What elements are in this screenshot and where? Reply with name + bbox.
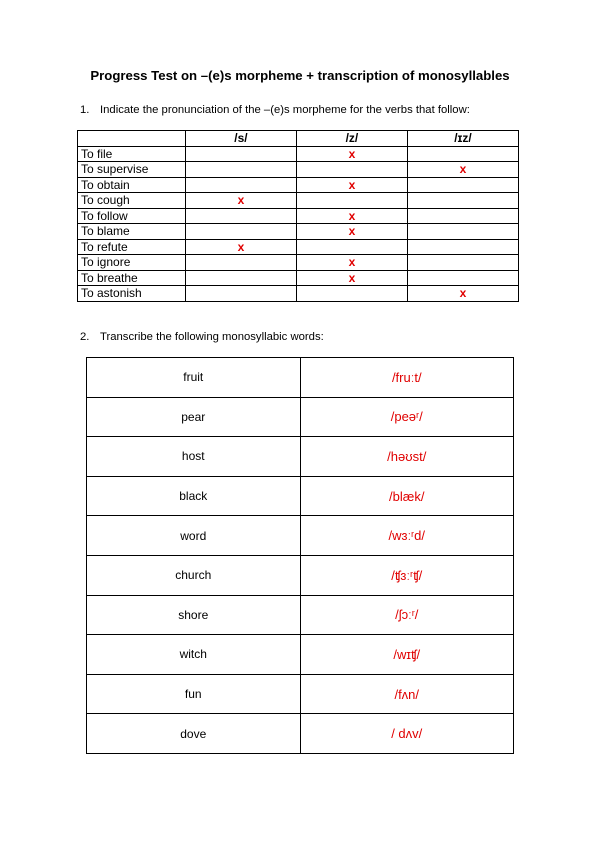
mark-iz: x	[407, 286, 518, 302]
mark-s: x	[185, 239, 296, 255]
transcription-cell: /ʃɔːʳ/	[300, 595, 514, 635]
question-2-number: 2.	[80, 331, 90, 343]
table-row	[78, 146, 519, 162]
word-cell: fruit	[87, 358, 301, 398]
mark-iz	[407, 255, 518, 271]
morpheme-table-header	[78, 131, 519, 147]
table-row	[78, 239, 519, 255]
word-cell: fun	[87, 674, 301, 714]
transcription-cell: /wɜːʳd/	[300, 516, 514, 556]
transcription-cell: /wɪʧ/	[300, 635, 514, 675]
table-row	[78, 177, 519, 193]
verb-cell: To astonish	[78, 286, 186, 302]
table-row	[78, 162, 519, 178]
mark-s	[185, 224, 296, 240]
question-2	[80, 331, 324, 343]
word-cell: black	[87, 476, 301, 516]
word-cell: witch	[87, 635, 301, 675]
mark-iz	[407, 208, 518, 224]
mark-s	[185, 286, 296, 302]
header-blank	[78, 131, 186, 147]
transcription-cell: /ʧɜːʳʧ/	[300, 555, 514, 595]
question-2-text: Transcribe the following monosyllabic words:	[100, 331, 324, 343]
mark-z: x	[296, 270, 407, 286]
transcription-table	[86, 357, 514, 754]
header-s: /s/	[185, 131, 296, 147]
document-title: Progress Test on –(e)s morpheme + transcription of monosyllables	[90, 68, 510, 83]
table-row	[87, 674, 514, 714]
mark-iz	[407, 177, 518, 193]
table-row	[87, 714, 514, 754]
table-row	[87, 397, 514, 437]
mark-z: x	[296, 208, 407, 224]
verb-cell: To obtain	[78, 177, 186, 193]
table-row	[78, 286, 519, 302]
table-row	[87, 358, 514, 398]
mark-z	[296, 286, 407, 302]
table-row	[78, 255, 519, 271]
verb-cell: To blame	[78, 224, 186, 240]
table-row	[78, 224, 519, 240]
mark-s	[185, 270, 296, 286]
transcription-cell: /peəʳ/	[300, 397, 514, 437]
mark-z: x	[296, 146, 407, 162]
mark-s	[185, 162, 296, 178]
mark-z: x	[296, 224, 407, 240]
word-cell: shore	[87, 595, 301, 635]
mark-z	[296, 239, 407, 255]
morpheme-table	[77, 130, 519, 302]
transcription-cell: / dʌv/	[300, 714, 514, 754]
mark-s	[185, 146, 296, 162]
mark-s	[185, 177, 296, 193]
table-row	[78, 208, 519, 224]
mark-iz	[407, 193, 518, 209]
verb-cell: To cough	[78, 193, 186, 209]
table-row	[87, 595, 514, 635]
word-cell: host	[87, 437, 301, 477]
word-cell: church	[87, 555, 301, 595]
verb-cell: To refute	[78, 239, 186, 255]
mark-iz	[407, 224, 518, 240]
transcription-cell: /fʌn/	[300, 674, 514, 714]
mark-iz	[407, 270, 518, 286]
header-iz: /ɪz/	[407, 131, 518, 147]
table-row	[87, 555, 514, 595]
transcription-cell: /blæk/	[300, 476, 514, 516]
question-1	[80, 104, 470, 116]
verb-cell: To follow	[78, 208, 186, 224]
table-row	[87, 516, 514, 556]
table-row	[78, 270, 519, 286]
mark-z: x	[296, 255, 407, 271]
mark-z	[296, 193, 407, 209]
question-1-number: 1.	[80, 104, 90, 116]
header-z: /z/	[296, 131, 407, 147]
table-row	[87, 437, 514, 477]
verb-cell: To supervise	[78, 162, 186, 178]
transcription-cell: /həʊst/	[300, 437, 514, 477]
word-cell: pear	[87, 397, 301, 437]
table-row	[87, 635, 514, 675]
mark-s: x	[185, 193, 296, 209]
mark-z: x	[296, 177, 407, 193]
question-1-text: Indicate the pronunciation of the –(e)s morpheme for the verbs that follow:	[100, 104, 470, 116]
word-cell: dove	[87, 714, 301, 754]
mark-s	[185, 208, 296, 224]
mark-z	[296, 162, 407, 178]
verb-cell: To ignore	[78, 255, 186, 271]
table-row	[87, 476, 514, 516]
mark-iz	[407, 239, 518, 255]
mark-iz: x	[407, 162, 518, 178]
mark-iz	[407, 146, 518, 162]
verb-cell: To breathe	[78, 270, 186, 286]
verb-cell: To file	[78, 146, 186, 162]
table-row	[78, 193, 519, 209]
mark-s	[185, 255, 296, 271]
transcription-cell: /fruːt/	[300, 358, 514, 398]
word-cell: word	[87, 516, 301, 556]
